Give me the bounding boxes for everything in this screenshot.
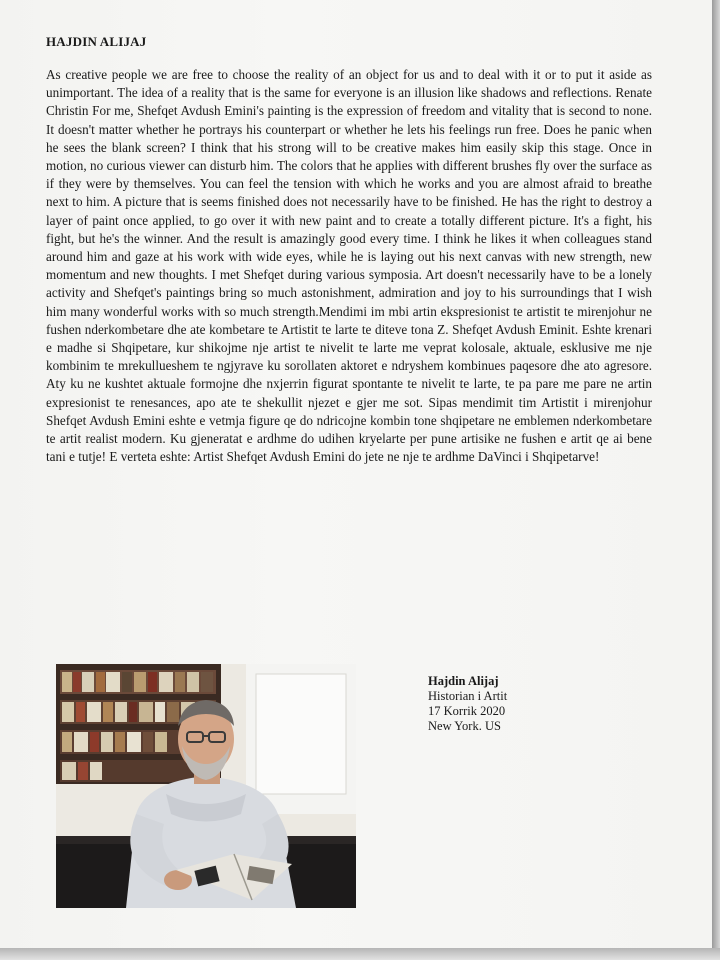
body-text: As creative people we are free to choose the reality of an object for us and to deal with it or to put it aside as unimportant. The idea of a reality that is the same for everyone is an illusion like shadows and reflections. Renate Christin For me, Shefqet Avdush Emini's painting is the expression of freedom and vitality that is second to none. It doesn't matter whether he portrays his counterpart or whether he lets his feelings run free. Does he panic when he sees the blank screen? I think that his strong will to be creative makes him easily skip this stage. Once in motion, no curious viewer can disturb him. The colors that he applies with different brushes fly over the surface as if they were by themselves. You can feel the tension with which he works and you are almost afraid to breathe next to him. A picture that is seems finished does not necessarily have to be finished. He has the right to destroy a layer of paint once applied, to go over it with new paint and to create a totally different picture. It's a fight, his fight, but he's the winner. And the result is amazingly good every time. I think he likes it when colleagues stand around him and gaze at his work with wide eyes, while he is laying out his next canvas with new strength, new momentum and new thoughts. I met Shefqet during various symposia. Art doesn't necessarily have to be a lonely activity and Shefqet's paintings bring so much astonishment, admiration and joy to his surroundings that I wish him many wonderful works with so much strength.Mendimi im mbi artin ekspresionist te artistit te mirenjohur ne fushen nderkombetare dhe ate kombetare te Artistit te larte te diteve tona Z. Shefqet Avdush Eminit. Eshte krenari e madhe si Shqipetare, kur shikojme nje artist te nivelit te larte me veprat kolosale, aktuale, esklusive me nje kombinim te mrekullueshem te ngjyrave ku sorollaten aktoret e ndryshem kombinues paqesore dhe ato agresore. Aty ku ne kushtet aktuale formojne dhe nxjerrin figurat spontante te nivelit te larte, te pa pare me pare ne artin expresionist te renesances, apo ate te shekullit njezet e gjer me sot. Sipas mendimit tim Artistit i mirenjohur Shefqet Avdush Emini eshte e vetmja figure qe do ndricojne kombin tone shqipetare ne emblemen nderkombetare te artit realist modern. Ku gjeneratat e ardhme do udihen kryelarte per pune artisike ne fushen e artit qe ai bene tani e tutje! E verteta eshte: Artist Shefqet Avdush Emini do jete ne nje te ardhme DaVinci i Shqipetarve!: [46, 67, 652, 465]
signature-date: 17 Korrik 2020: [428, 704, 506, 718]
page-edge-bottom: [0, 948, 720, 960]
author-photo: [56, 664, 356, 908]
signature-name: Hajdin Alijaj: [428, 674, 499, 688]
page-edge-right: [712, 0, 720, 960]
signature-block: [428, 674, 507, 734]
author-heading: HAJDIN ALIJAJ: [46, 34, 147, 49]
person-reading-book-photo: [56, 664, 356, 908]
signature-role: Historian i Artit: [428, 689, 508, 703]
signature-location: New York. US: [428, 719, 501, 733]
